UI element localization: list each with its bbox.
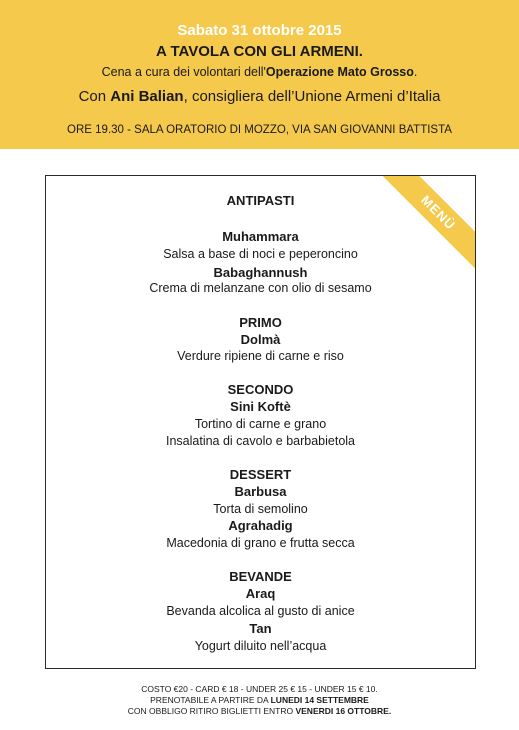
booking-info (0, 695, 519, 706)
dish-araq: Araq (245, 586, 276, 601)
dish-description: Torta di semolino (213, 502, 308, 516)
dish-barbusa: Barbusa (234, 484, 287, 499)
organizer-name: Operazione Mato Grosso (265, 65, 414, 79)
guest-suffix: , consigliera dell’Unione Armeni d’Italia (183, 88, 441, 105)
section-dessert: DESSERT (229, 467, 292, 482)
event-date: Sabato 31 ottobre 2015 (177, 22, 342, 39)
dish-description: Macedonia di grano e frutta secca (166, 536, 355, 550)
dish-muhammara: Muhammara (222, 229, 299, 244)
dish-description: Tortino di carne e grano (194, 417, 327, 431)
dish-agrahadig: Agrahadig (228, 518, 293, 533)
menu-ribbon: MENÙ (376, 175, 476, 275)
dish-dolma: Dolmà (240, 332, 281, 347)
dish-description: Salsa a base di noci e peperoncino (163, 247, 358, 261)
pickup-info (0, 706, 519, 717)
event-organizer (0, 65, 519, 79)
guest-name: Ani Balian (110, 88, 184, 105)
dish-description: Crema di melanzane con olio di sesamo (149, 281, 372, 295)
guest-prefix: Con (78, 88, 111, 105)
menu-card (45, 175, 476, 669)
event-guest (0, 88, 519, 105)
dish-description: Insalatina di cavolo e barbabietola (165, 434, 356, 448)
footer-info (0, 684, 519, 717)
organizer-suffix: . (413, 65, 418, 79)
header-banner (0, 0, 519, 149)
dish-description: Yogurt diluito nell’acqua (194, 639, 327, 653)
section-secondo: SECONDO (227, 382, 294, 397)
section-antipasti: ANTIPASTI (226, 193, 295, 208)
section-bevande: BEVANDE (229, 569, 292, 584)
pickup-prefix: CON OBBLIGO RITIRO BIGLIETTI ENTRO (127, 706, 296, 716)
dish-description: Bevanda alcolica al gusto di anice (166, 604, 355, 618)
dish-babaghannush: Babaghannush (213, 265, 308, 280)
booking-date: LUNEDI 14 SETTEMBRE (270, 695, 369, 705)
price-list: COSTO €20 - CARD € 18 - UNDER 25 € 15 - UNDER 15 € 10. (141, 684, 378, 694)
dish-sini-kofte: Sini Koftè (230, 399, 291, 414)
pickup-date: VENERDI 16 OTTOBRE. (295, 706, 392, 716)
event-title: A TAVOLA CON GLI ARMENI. (156, 43, 363, 60)
event-location: ORE 19.30 - SALA ORATORIO DI MOZZO, VIA SAN GIOVANNI BATTISTA (67, 124, 452, 136)
dish-tan: Tan (249, 621, 272, 636)
section-primo: PRIMO (239, 315, 282, 330)
dish-description: Verdure ripiene di carne e riso (177, 349, 344, 363)
organizer-prefix: Cena a cura dei volontari dell' (101, 65, 266, 79)
booking-prefix: PRENOTABILE A PARTIRE DA (150, 695, 271, 705)
